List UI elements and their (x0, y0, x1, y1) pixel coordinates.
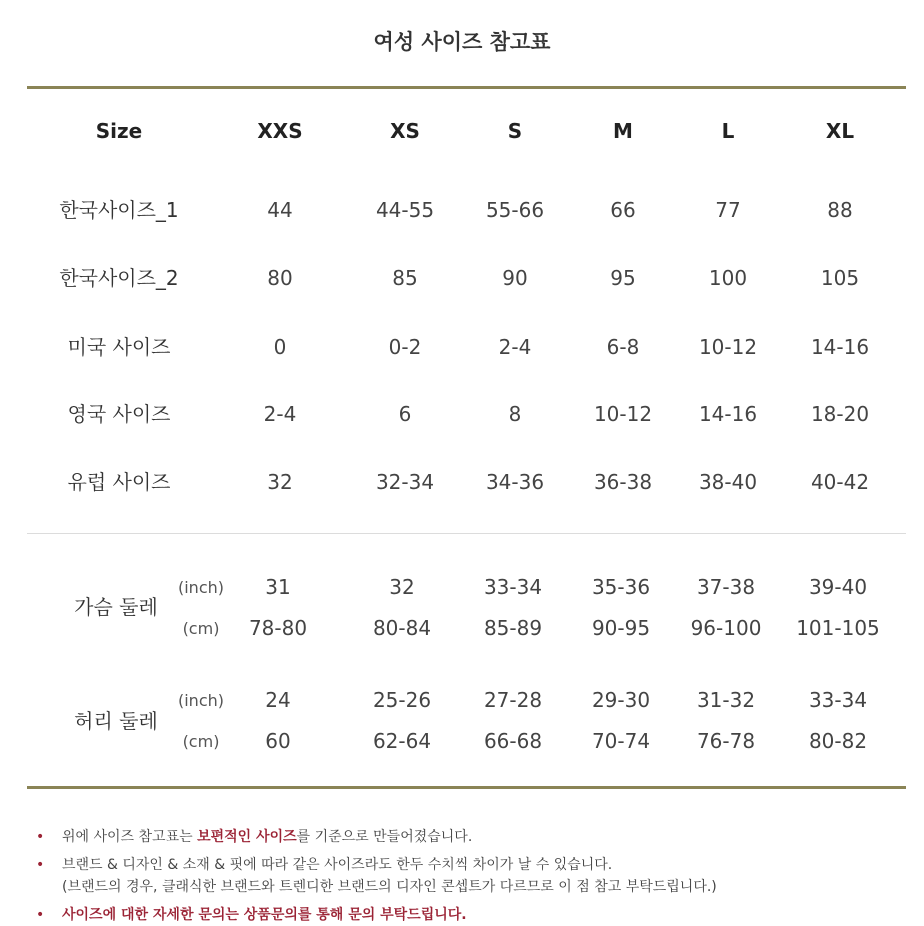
table-cell: 32-34 (375, 470, 435, 494)
size-header-label: Size (95, 119, 143, 143)
list-item (36, 854, 896, 876)
top-divider (27, 86, 906, 89)
table-cell: 14-16 (698, 402, 758, 426)
table-cell: 33-34 (808, 688, 868, 712)
size-header-xl: XL (825, 119, 855, 143)
table-cell: 60 (265, 729, 291, 753)
row-label-waist: 허리 둘레 (74, 709, 158, 733)
table-cell: 44-55 (375, 198, 435, 222)
table-cell: 10-12 (698, 335, 758, 359)
bullet-icon: • (36, 829, 45, 845)
table-cell: 88 (827, 198, 853, 222)
table-cell: 44 (267, 198, 293, 222)
table-cell: 35-36 (591, 575, 651, 599)
table-cell: 76-78 (696, 729, 756, 753)
size-header-xxs: XXS (257, 119, 303, 143)
unit-label-cm: (cm) (182, 732, 220, 751)
table-cell: 100 (708, 266, 748, 290)
table-cell: 2-4 (263, 402, 297, 426)
table-cell: 66-68 (483, 729, 543, 753)
table-cell: 101-105 (796, 616, 880, 640)
size-header-s: S (507, 119, 523, 143)
table-cell: 40-42 (810, 470, 870, 494)
table-cell: 6 (398, 402, 412, 426)
table-cell: 31 (265, 575, 291, 599)
unit-label-inch: (inch) (177, 691, 225, 710)
section-divider (27, 533, 906, 534)
unit-label-inch: (inch) (177, 578, 225, 597)
table-cell: 34-36 (485, 470, 545, 494)
row-label-eu: 유럽 사이즈 (67, 470, 171, 494)
table-cell: 37-38 (696, 575, 756, 599)
note-text: 위에 사이즈 참고표는 (62, 829, 198, 845)
table-cell: 31-32 (696, 688, 756, 712)
table-cell: 25-26 (372, 688, 432, 712)
table-cell: 96-100 (690, 616, 762, 640)
note-subtext: (브랜드의 경우, 클래식한 브랜드와 트렌디한 브랜드의 디자인 콘셉트가 다르므로 이 점 참고 부탁드립니다.) (62, 879, 717, 895)
table-cell: 18-20 (810, 402, 870, 426)
page-title: 여성 사이즈 참고표 (373, 30, 551, 54)
note-text: 브랜드 & 디자인 & 소재 & 핏에 따라 같은 사이즈라도 한두 수치씩 차이가 날 수 있습니다. (62, 857, 613, 873)
table-cell: 8 (508, 402, 522, 426)
table-cell: 85-89 (483, 616, 543, 640)
note-text: 를 기준으로 만들어졌습니다. (296, 829, 473, 845)
notes-list (36, 826, 896, 926)
table-cell: 70-74 (591, 729, 651, 753)
size-header-xs: XS (390, 119, 420, 143)
table-cell: 29-30 (591, 688, 651, 712)
table-cell: 78-80 (248, 616, 308, 640)
row-label-uk: 영국 사이즈 (67, 402, 171, 426)
list-item (36, 904, 896, 926)
table-cell: 2-4 (498, 335, 532, 359)
table-cell: 24 (265, 688, 291, 712)
table-cell: 80-82 (808, 729, 868, 753)
table-cell: 80-84 (372, 616, 432, 640)
list-item (36, 826, 896, 848)
table-cell: 62-64 (372, 729, 432, 753)
table-cell: 36-38 (593, 470, 653, 494)
table-cell: 0-2 (388, 335, 422, 359)
table-cell: 10-12 (593, 402, 653, 426)
bullet-icon: • (36, 857, 45, 873)
table-cell: 14-16 (810, 335, 870, 359)
table-cell: 27-28 (483, 688, 543, 712)
row-label-chest: 가슴 둘레 (74, 595, 158, 619)
table-cell: 32 (267, 470, 293, 494)
table-cell: 39-40 (808, 575, 868, 599)
table-cell: 0 (273, 335, 287, 359)
row-label-kr1: 한국사이즈_1 (59, 198, 179, 222)
note-text: 사이즈에 대한 자세한 문의는 상품문의를 통해 문의 부탁드립니다. (62, 907, 467, 923)
bullet-icon: • (36, 907, 45, 923)
table-cell: 95 (610, 266, 636, 290)
unit-label-cm: (cm) (182, 619, 220, 638)
table-cell: 66 (610, 198, 636, 222)
bottom-divider (27, 786, 906, 789)
table-cell: 77 (715, 198, 741, 222)
table-cell: 6-8 (606, 335, 640, 359)
table-cell: 105 (820, 266, 860, 290)
table-cell: 32 (389, 575, 415, 599)
table-cell: 85 (392, 266, 418, 290)
table-cell: 38-40 (698, 470, 758, 494)
table-cell: 55-66 (485, 198, 545, 222)
table-cell: 90-95 (591, 616, 651, 640)
note-highlight: 보편적인 사이즈 (197, 829, 297, 845)
table-cell: 80 (267, 266, 293, 290)
row-label-us: 미국 사이즈 (67, 335, 171, 359)
table-cell: 33-34 (483, 575, 543, 599)
row-label-kr2: 한국사이즈_2 (59, 266, 179, 290)
table-cell: 90 (502, 266, 528, 290)
size-header-m: M (613, 119, 633, 143)
size-header-l: L (721, 119, 735, 143)
